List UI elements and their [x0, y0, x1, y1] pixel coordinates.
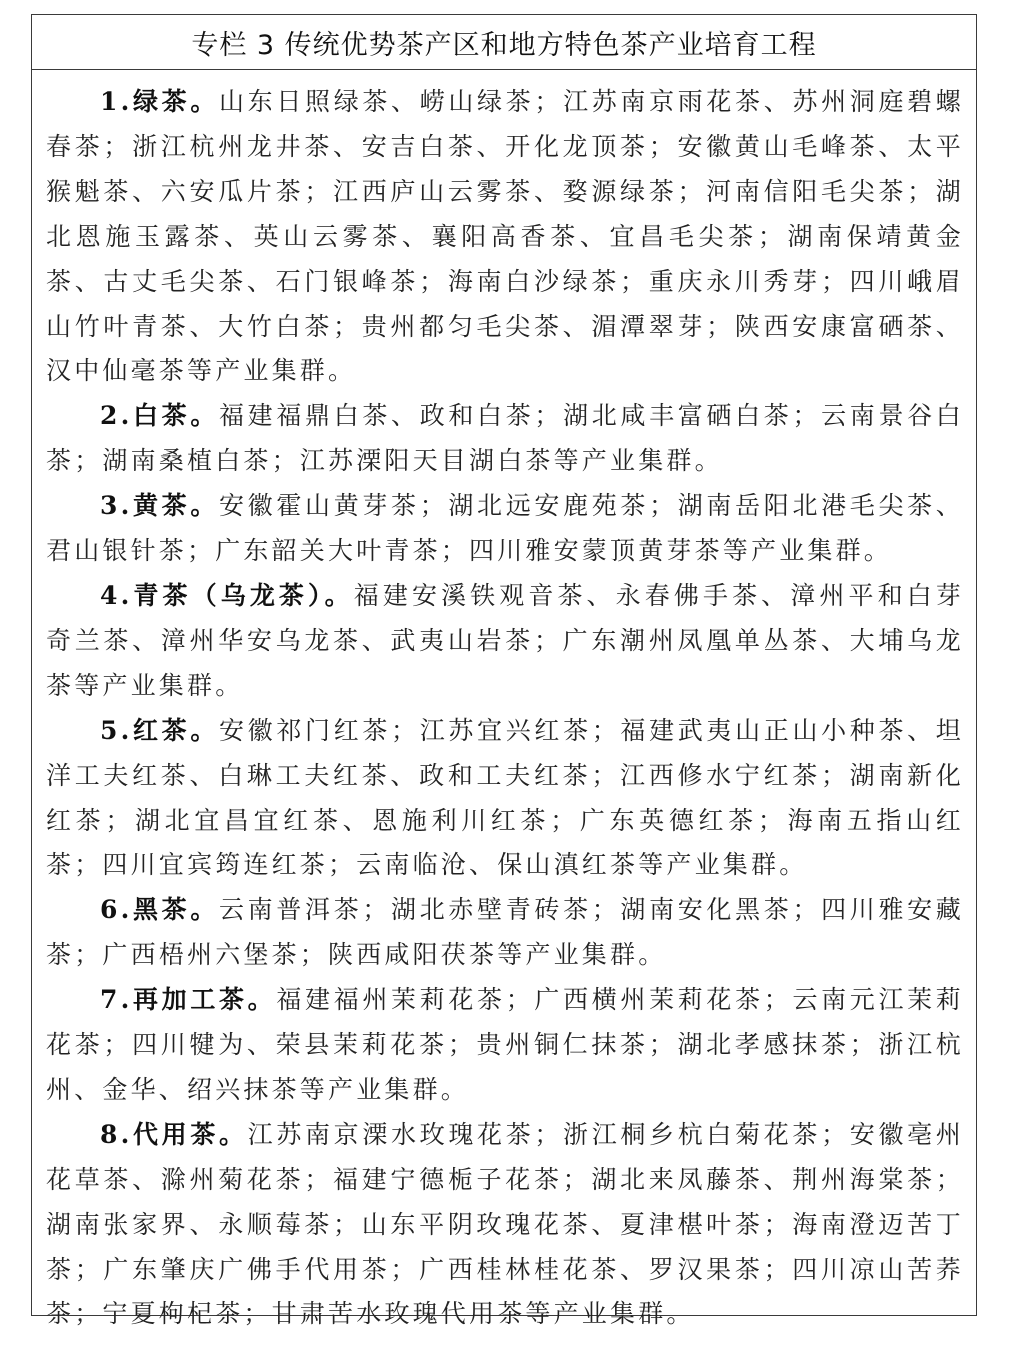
section-green-tea — [46, 80, 964, 394]
section-black-tea — [46, 709, 964, 889]
section-text: 福建福州茉莉花茶；广西横州茉莉花茶；云南元江茉莉花茶；四川犍为、荣县茉莉花茶；贵州铜仁抹茶；湖北孝感抹茶；浙江杭州、金华、绍兴抹茶等产业集群。 — [46, 985, 965, 1104]
section-text: 福建福鼎白茶、政和白茶；湖北咸丰富硒白茶；云南景谷白茶；湖南桑植白茶；江苏溧阳天目湖白茶等产业集群。 — [46, 401, 965, 476]
section-heading: 1.绿茶。 — [100, 87, 219, 116]
section-yellow-tea — [46, 484, 964, 574]
section-heading: 7.再加工茶。 — [100, 985, 277, 1015]
section-text: 山东日照绿茶、崂山绿茶；江苏南京雨花茶、苏州洞庭碧螺春茶；浙江杭州龙井茶、安吉白茶、开化龙顶茶；安徽黄山毛峰茶、太平猴魁茶、六安瓜片茶；江西庐山云雾茶、婺源绿茶；河南信阳毛尖茶；湖北恩施玉露茶、英山云雾茶、襄阳高香茶、宜昌毛尖茶；湖南保靖黄金茶、古丈毛尖茶、石门银峰茶；海南白沙绿茶；重庆永川秀芽；四川峨眉山竹叶青茶、大竹白茶；贵州都匀毛尖茶、湄潭翠芽；陕西安康富硒茶、汉中仙毫茶等产业集群。 — [46, 87, 965, 386]
section-heading: 3.黄茶。 — [100, 491, 219, 521]
feature-box — [31, 14, 977, 1329]
section-heading: 6.黑茶。 — [100, 895, 219, 925]
section-heading: 8.代用茶。 — [100, 1119, 248, 1149]
section-heading: 5.红茶。 — [100, 715, 219, 745]
section-reprocessed-tea — [46, 978, 964, 1113]
section-substitute-tea — [46, 1113, 964, 1338]
box-title: 专栏 3 传统优势茶产区和地方特色茶产业培育工程 — [32, 15, 976, 70]
section-heading: 4.青茶（乌龙茶）。 — [100, 580, 354, 610]
section-heading: 2.白茶。 — [100, 401, 219, 431]
section-oolong-tea — [46, 574, 964, 709]
section-text: 福建安溪铁观音茶、永春佛手茶、漳州平和白芽奇兰茶、漳州华安乌龙茶、武夷山岩茶；广东潮州凤凰单丛茶、大埔乌龙茶等产业集群。 — [46, 580, 964, 700]
section-text: 云南普洱茶；湖北赤壁青砖茶；湖南安化黑茶；四川雅安藏茶；广西梧州六堡茶；陕西咸阳茯茶等产业集群。 — [46, 895, 965, 970]
section-text: 安徽祁门红茶；江苏宜兴红茶；福建武夷山正山小种茶、坦洋工夫红茶、白琳工夫红茶、政和工夫红茶；江西修水宁红茶；湖南新化红茶；湖北宜昌宜红茶、恩施利川红茶；广东英德红茶；海南五指山红茶；四川宜宾筠连红茶；云南临沧、保山滇红茶等产业集群。 — [46, 715, 965, 880]
section-text: 江苏南京溧水玫瑰花茶；浙江桐乡杭白菊花茶；安徽亳州花草茶、滁州菊花茶；福建宁德栀子花茶；湖北来凤藤茶、荆州海棠茶；湖南张家界、永顺莓茶；山东平阴玫瑰花茶、夏津椹叶茶；海南澄迈苦丁茶；广东肇庆广佛手代用茶；广西桂林桂花茶、罗汉果茶；四川凉山苦荞茶；宁夏枸杞茶；甘肃苦水玫瑰代用茶等产业集群。 — [46, 1119, 964, 1329]
box-content — [32, 70, 976, 1337]
section-dark-tea — [46, 888, 964, 978]
section-white-tea — [46, 394, 964, 484]
section-text: 安徽霍山黄芽茶；湖北远安鹿苑茶；湖南岳阳北港毛尖茶、君山银针茶；广东韶关大叶青茶；四川雅安蒙顶黄芽茶等产业集群。 — [46, 491, 965, 566]
